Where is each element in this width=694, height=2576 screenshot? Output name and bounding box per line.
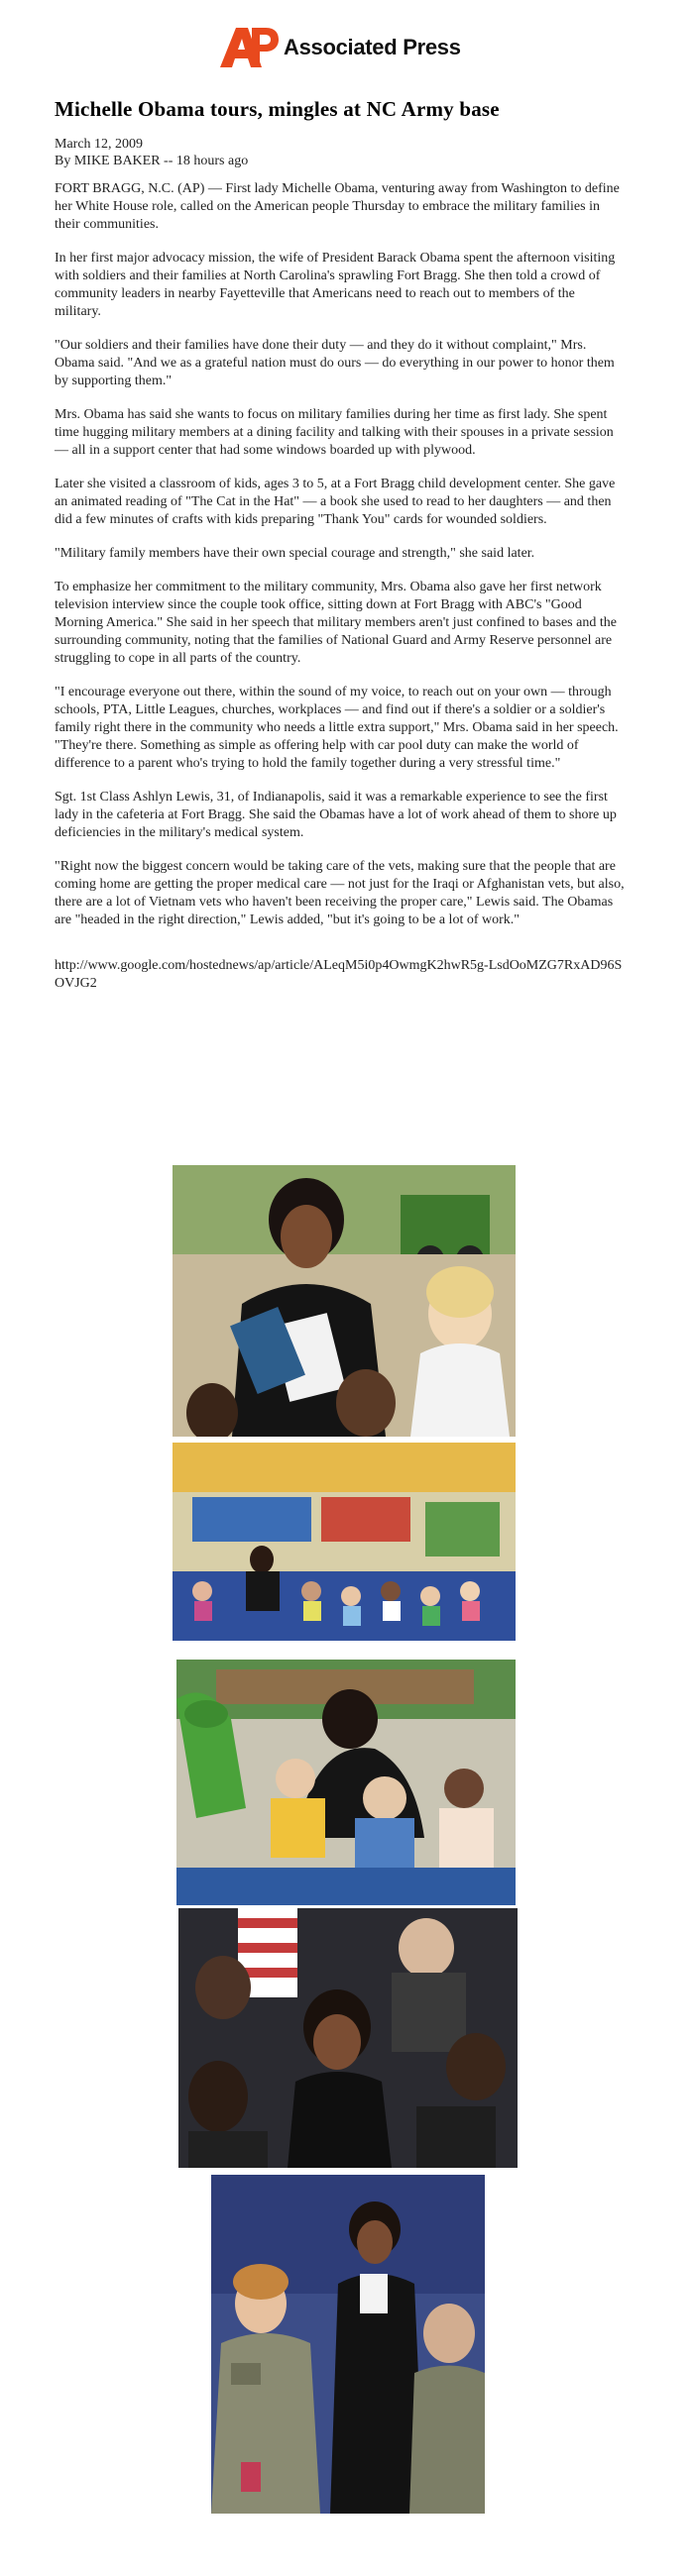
source-url[interactable]: http://www.google.com/hostednews/ap/article/ALeqM5i0p4OwmgK2hwR5g-LsdOoMZG7RxAD96SOVJG2: [55, 958, 623, 991]
ap-logo-text: Associated Press: [284, 35, 461, 59]
article-paragraph: Later she visited a classroom of kids, ages 3 to 5, at a Fort Bragg child development center. She gave an animated reading of "The Cat in the Hat" — a book she used to read to her daughters — and then did a few minutes of crafts with kids preparing "Thank You" cards for wounded soldiers.: [55, 477, 616, 527]
article-date: March 12, 2009: [55, 137, 144, 152]
article-paragraph: "I encourage everyone out there, within the sound of my voice, to reach out on your own — through schools, PTA, Little Leagues, churches, workplaces — and find out if there's a soldier or a soldier's family right there in the community who needs a little extra support," Mrs. Obama said in her speech. "They're there. Something as simple as offering help with car pool duty can make the world of difference to a parent who's trying to hold the family together during a very stressful time.": [55, 685, 619, 771]
photo-reading-book: [173, 1165, 516, 1437]
article-paragraph: In her first major advocacy mission, the wife of President Barack Obama spent the afternoon visiting with soldiers and their families at North Carolina's sprawling Fort Bragg. She then told a crowd of community leaders in nearby Fayetteville that Americans need to reach out to members of the military.: [55, 251, 616, 319]
ap-logo: [216, 26, 461, 69]
article-paragraph: Mrs. Obama has said she wants to focus on military families during her time as first lady. She spent time hugging military members at a dining facility and talking with their spouses in a private session — all in a support center that had some windows boarded up with plywood.: [55, 407, 614, 458]
photo-crowd-flag: [178, 1908, 518, 2168]
article-paragraph: "Our soldiers and their families have done their duty — and they do it without complaint," Mrs. Obama said. "And we as a grateful nation must do ours — do everything in our power to honor them by supporting them.": [55, 338, 615, 388]
article-paragraph: To emphasize her commitment to the military community, Mrs. Obama also gave her first network television interview since the couple took office, sitting down at Fort Bragg with ABC's "Good Morning America." She said in her speech that military members aren't just confined to bases and the surrounding community, noting that the families of National Guard and Army Reserve personnel are struggling to cope in all parts of the country.: [55, 580, 617, 666]
photo-classroom: [173, 1443, 516, 1641]
article-paragraph: "Right now the biggest concern would be taking care of the vets, making sure that the people that are coming home are getting the proper medical care — not just for the Iraqi or Afghanistan vets, but also, there are a lot of Vietnam vets who haven't been receiving the proper care," Lewis said. The Obamas are "headed in the right direction," Lewis added, "but it's going to be a lot of work.": [55, 859, 625, 927]
photo-soldiers: [211, 2175, 485, 2514]
article-meta: [55, 136, 625, 169]
photo-kids-crafts: [176, 1660, 516, 1905]
article-paragraph: "Military family members have their own special courage and strength," she said later.: [55, 546, 535, 561]
ap-logo-mark: [216, 26, 280, 69]
article: [55, 97, 625, 993]
article-paragraph: FORT BRAGG, N.C. (AP) — First lady Michelle Obama, venturing away from Washington to define her White House role, called on the American people Thursday to embrace the military families in their communities.: [55, 181, 620, 232]
article-paragraph: Sgt. 1st Class Ashlyn Lewis, 31, of Indianapolis, said it was a remarkable experience to see the first lady in the cafeteria at Fort Bragg. She said the Obamas have a lot of work ahead of them to shore up deficiencies in the military's medical system.: [55, 790, 617, 840]
article-byline: By MIKE BAKER -- 18 hours ago: [55, 154, 249, 168]
article-title: Michelle Obama tours, mingles at NC Army base: [55, 97, 500, 121]
